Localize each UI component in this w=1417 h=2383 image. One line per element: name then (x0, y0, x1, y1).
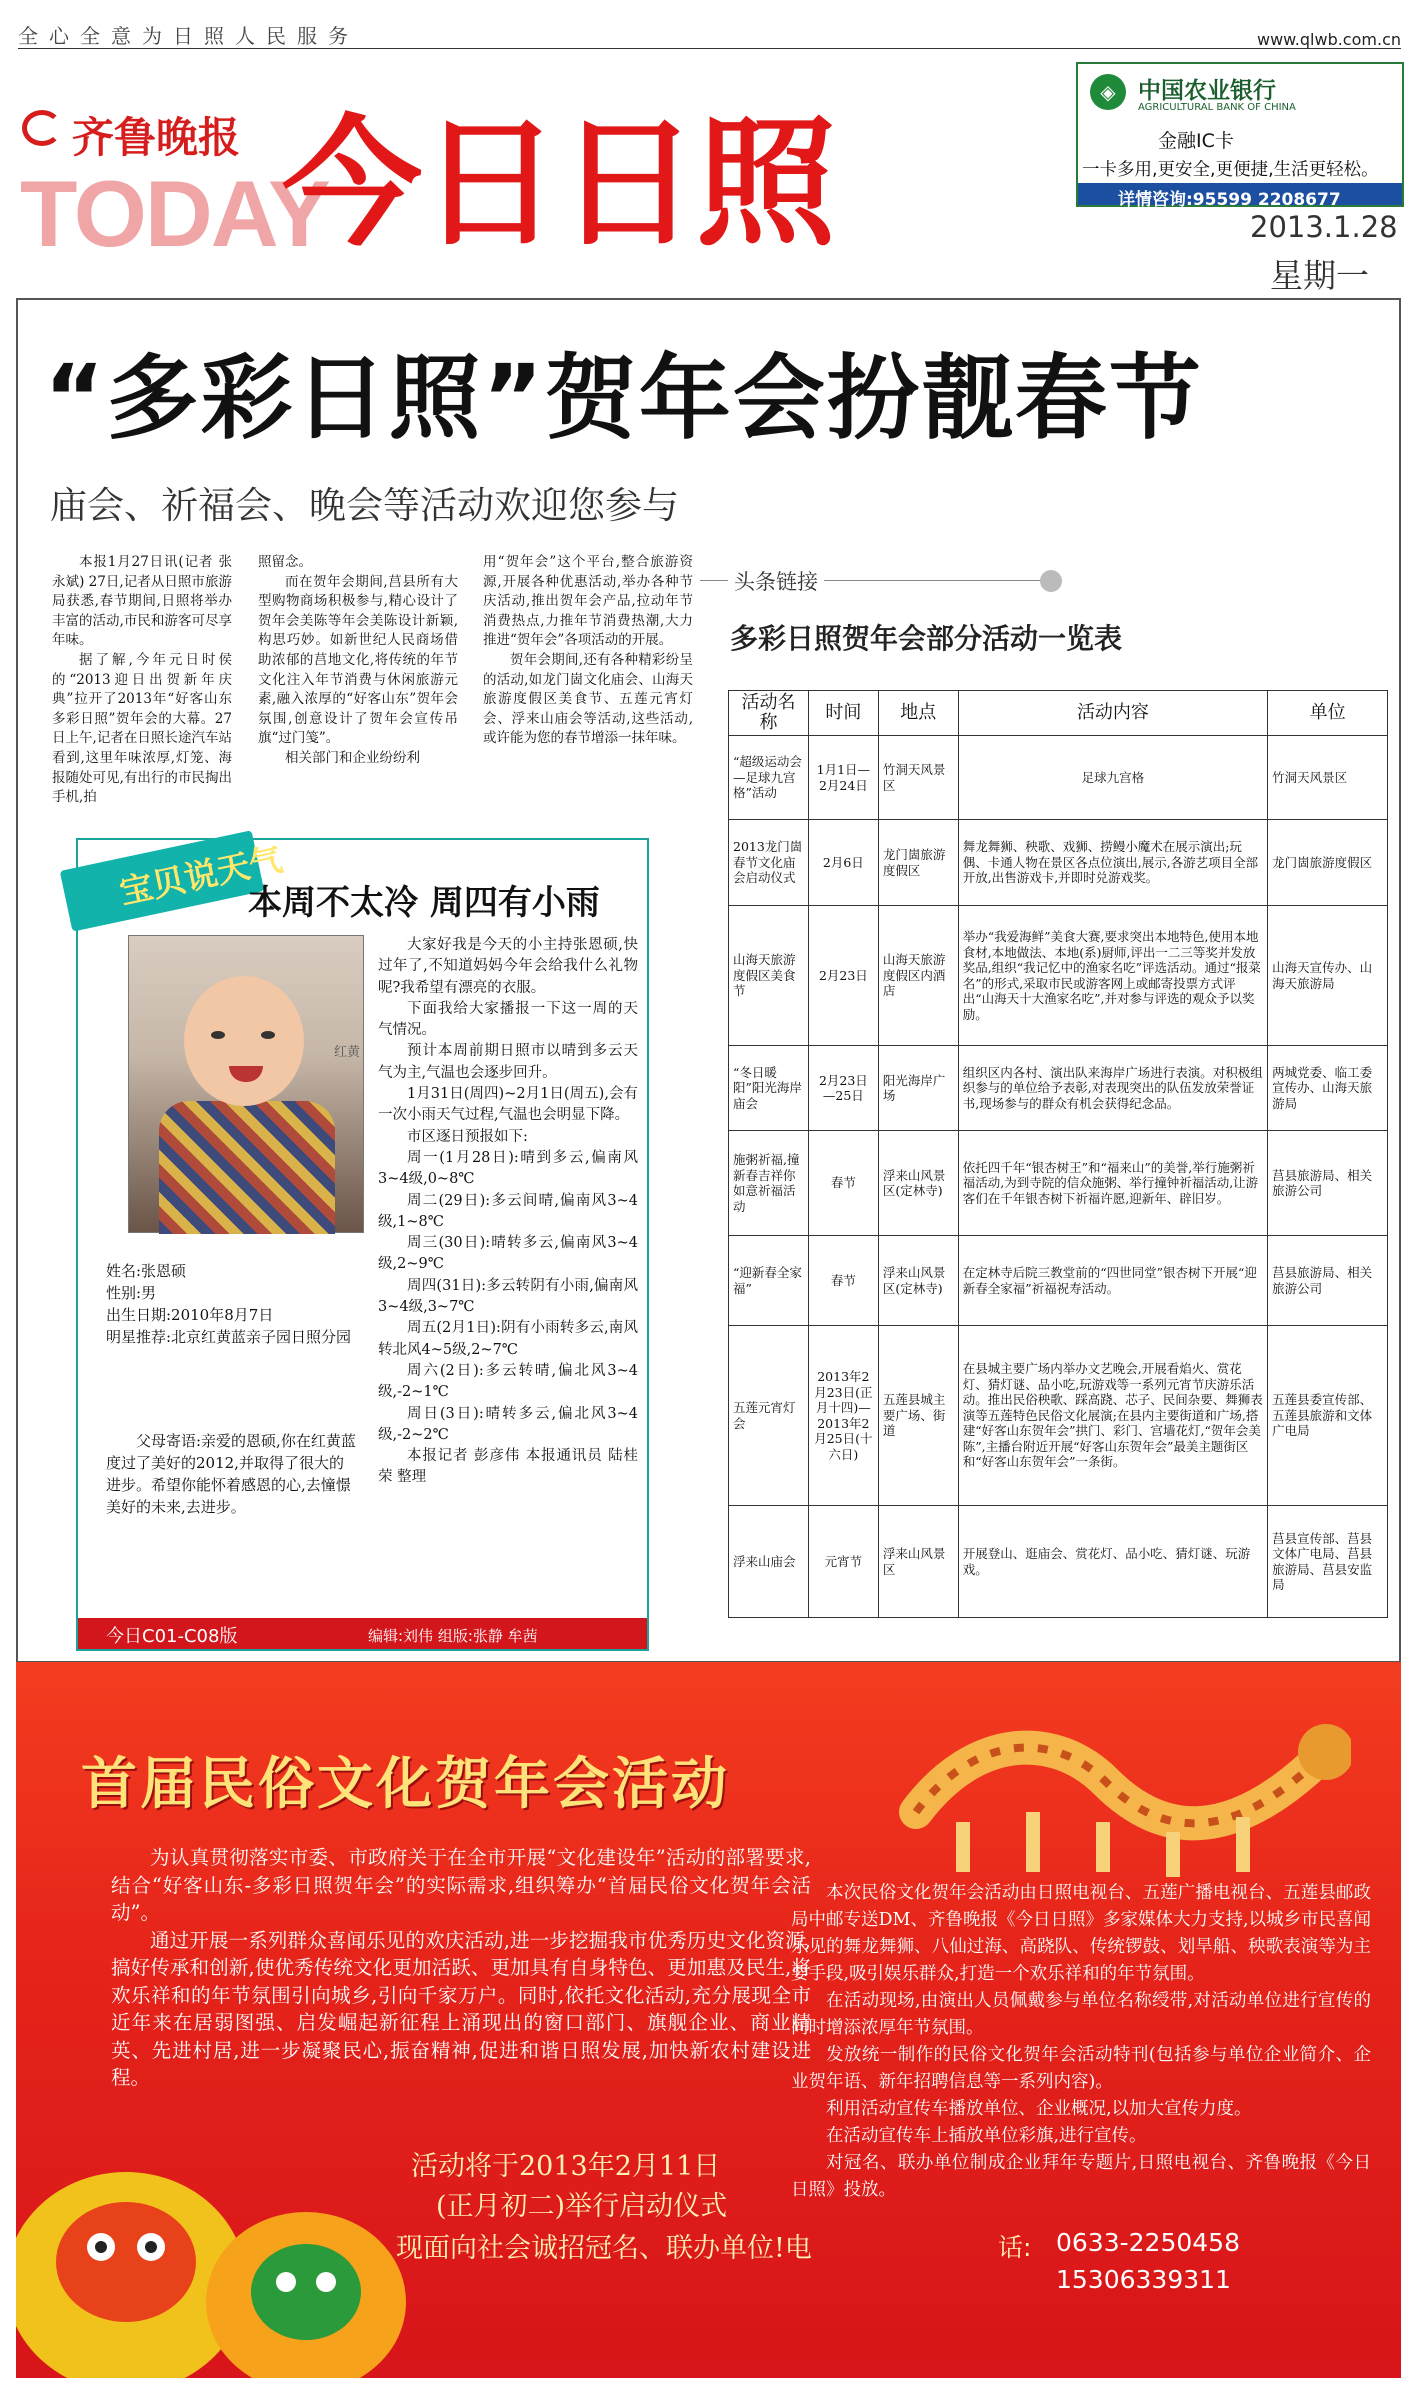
ad-left-text (111, 1844, 811, 2092)
ad-paragraph: 利用活动宣传车播放单位、企业概况,以加大宣传力度。 (826, 2099, 1252, 2119)
site-url[interactable]: www.qlwb.com.cn (1257, 30, 1401, 49)
cell-content: 在县城主要广场内举办文艺晚会,开展看焰火、赏花灯、猜灯谜、品小吃,玩游戏等一系列元宵节庆游乐活动。推出民俗秧歌、踩高跷、芯子、民间杂要、舞狮表演等五莲特色民俗文化展演;在县内主要街道和广场,搭建“好客山东贺年会”拱门、彩门、宫墙花灯,“贺年会美陈”,主播台附近开展“好客山东贺年会”最美主题街区和“好客山东贺年会”一条街。 (958, 1326, 1267, 1506)
bank-desc: 一卡多用,更安全,更便捷,生活更轻松。 (1082, 160, 1379, 180)
brand-name: 齐鲁晚报 (72, 113, 241, 162)
parent-message: 父母寄语:亲爱的恩硕,你在红黄蓝度过了美好的2012,并取得了很大的进步。希望你能怀着感恩的心,去憧憬美好的未来,去进步。 (106, 1432, 356, 1516)
cell-unit: 龙门崮旅游度假区 (1268, 820, 1388, 906)
editors: 编辑:刘伟 组版:张静 牟茜 (368, 1627, 538, 1645)
article-paragraph: 用“贺年会”这个平台,整合旅游资源,开展各种优惠活动,举办各种节庆活动,推出贺年会产品,拉动年节消费热点,力推年节消费热潮,大力推进“贺年会”各项活动的开展。 (483, 554, 693, 649)
table-row (729, 906, 1388, 1046)
cell-content: 舞龙舞狮、秧歌、戏狮、捞鳗小魔术在展示演出;玩偶、卡通人物在景区各点位演出,展示,各游艺项目全部开放,出售游戏卡,并即时兑游戏奖。 (958, 820, 1267, 906)
table-title: 多彩日照贺年会部分活动一览表 (730, 622, 1123, 655)
cell-content: 足球九宫格 (958, 736, 1267, 820)
today-logo: TODAY (20, 161, 329, 266)
cell-time: 春节 (808, 1131, 878, 1236)
cell-name: “迎新春全家福” (729, 1236, 809, 1326)
cell-place: 浮来山风景区(定林寺) (878, 1131, 958, 1236)
cell-place: 龙门崮旅游度假区 (878, 820, 958, 906)
col-header: 活动名称 (729, 691, 809, 736)
cell-name: “冬日暖阳”阳光海岸庙会 (729, 1046, 809, 1131)
ad-right-text (791, 1880, 1371, 2204)
brand-logo-icon (22, 110, 62, 146)
cell-unit: 竹洞天风景区 (1268, 736, 1388, 820)
baby-photo (128, 935, 364, 1233)
cell-unit: 五莲县委宣传部、五莲县旅游和文体广电局 (1268, 1326, 1388, 1506)
launch-line: 活动将于2013年2月11日 (411, 2151, 721, 2182)
cell-time: 2月6日 (808, 820, 878, 906)
forecast-heading: 市区逐日预报如下: (407, 1128, 528, 1145)
slogan: 全心全意为日照人民服务 (18, 24, 359, 48)
cell-place: 山海天旅游度假区内酒店 (878, 906, 958, 1046)
ad-paragraph: 在活动现场,由演出人员佩戴参与单位名称绶带,对活动单位进行宣传的同时增添浓厚年节氛围。 (791, 1991, 1371, 2038)
cell-content: 开展登山、逛庙会、赏花灯、品小吃、猜灯谜、玩游戏。 (958, 1506, 1267, 1618)
article-paragraph: 照留念。 (258, 554, 312, 570)
bank-logo-icon: ◈ (1090, 74, 1126, 110)
page-range: 今日C01-C08版 (106, 1626, 238, 1647)
bank-name-en: AGRICULTURAL BANK OF CHINA (1138, 102, 1296, 113)
article-paragraph: 相关部门和企业纷纷利 (285, 749, 420, 766)
weather-title: 本周不太冷 周四有小雨 (248, 883, 600, 923)
cell-name: 浮来山庙会 (729, 1506, 809, 1618)
ad-title: 首届民俗文化贺年会活动 (81, 1752, 730, 1817)
paper-title: 今日日照 (282, 103, 835, 266)
weather-text (378, 935, 638, 1489)
photo-eye (211, 1031, 225, 1039)
cell-content: 组织区内各村、演出队来海岸广场进行表演。对积极组织参与的单位给予表彰,对表现突出的队伍发放荣誉证书,现场参与的群众有机会获得纪念品。 (958, 1046, 1267, 1131)
bank-ad[interactable] (1076, 62, 1404, 210)
ad-paragraph: 通过开展一系列群众喜闻乐见的欢庆活动,进一步挖掘我市优秀历史文化资源,搞好传承和创新,使优秀传统文化更加活跃、更加具有自身特色、更加惠及民生,将欢乐祥和的年节氛围引向城乡,引向千家万户。同时,依托文化活动,充分展现全市近年来在居弱图强、启发崛起新征程上涌现出的窗口部门、旗舰企业、商业精英、先进村居,进一步凝聚民心,振奋精神,促进和谐日照发展,加快新农村建设进程。 (111, 1928, 811, 2089)
article-column-1 (52, 553, 232, 808)
bank-tel: 详情咨询:95599 2208677 (1118, 190, 1341, 210)
launch-line: (正月初二)举行启动仪式 (436, 2191, 728, 2222)
weather-paragraph: 大家好我是今天的小主持张恩硕,快过年了,不知道妈妈今年会给我什么礼物呢?我希望有漂亮的衣服。 (378, 937, 638, 996)
cell-content: 举办“我爱海鲜”美食大赛,要求突出本地特色,使用本地食材,本地做法、本地(系)厨师,评出一二三等奖并发放奖品,组织“我记忆中的渔家名吃”评选活动。通过“报菜名”的形式,采取市民或游客网上或邮寄投票方式评出“山海天十大渔家名吃”,并对参与评选的观众予以奖励。 (958, 906, 1267, 1046)
forecast-day: 周日(3日):晴转多云,偏北风3~4级,-2~2℃ (378, 1405, 638, 1443)
table-row (729, 1046, 1388, 1131)
weather-paragraph: 下面我给大家播报一下这一周的天气情况。 (378, 1000, 638, 1039)
bank-name: 中国农业银行 (1138, 78, 1276, 104)
cell-unit: 山海天宣传办、山海天旅游局 (1268, 906, 1388, 1046)
dragon-icon (896, 1692, 1351, 1882)
col-header: 活动内容 (958, 691, 1267, 736)
folk-culture-ad[interactable] (16, 1662, 1401, 2378)
headline: “多彩日照”贺年会扮靓春节 (44, 345, 1203, 452)
baby-info (106, 1260, 356, 1348)
col-header: 单位 (1268, 691, 1388, 736)
weather-box (76, 838, 649, 1651)
ad-paragraph: 在活动宣传车上插放单位彩旗,进行宣传。 (826, 2126, 1147, 2146)
table-row (729, 1236, 1388, 1326)
article-paragraph: 贺年会期间,还有各种精彩纷呈的活动,如龙门崮文化庙会、山海天旅游度假区美食节、五莲元宵灯会、浮来山庙会等活动,这些活动,或许能为您的春节增添一抹年味。 (483, 651, 693, 747)
baby-birthdate: 出生日期:2010年8月7日 (106, 1306, 274, 1324)
issue-weekday: 星期一 (1270, 256, 1369, 295)
ad-paragraph: 发放统一制作的民俗文化贺年会活动特刊(包括参与单位企业简介、企业贺年语、新年招聘信息等一系列内容)。 (791, 2045, 1371, 2092)
photo-face (184, 976, 304, 1106)
cell-name: 五莲元宵灯会 (729, 1326, 809, 1506)
cell-time: 2月23日 (808, 906, 878, 1046)
cell-name: “超级运动会—足球九宫格”活动 (729, 736, 809, 820)
col-header: 地点 (878, 691, 958, 736)
baby-name: 姓名:张恩硕 (106, 1262, 187, 1280)
tel-number[interactable]: 0633-2250458 (1056, 2228, 1240, 2257)
article-column-2 (258, 553, 458, 769)
forecast-day: 周五(2月1日):阴有小雨转多云,南风转北风4~5级,2~7℃ (378, 1320, 638, 1358)
forecast-day: 周三(30日):晴转多云,偏南风3~4级,2~9℃ (378, 1235, 638, 1273)
photo-eye (261, 1031, 275, 1039)
cell-place: 五莲县城主要广场、街道 (878, 1326, 958, 1506)
photo-body (159, 1101, 335, 1234)
lion-dance-icon (16, 2092, 406, 2378)
ad-paragraph: 对冠名、联办单位制成企业拜年专题片,日照电视台、齐鲁晚报《今日日照》投放。 (791, 2153, 1371, 2200)
article-paragraph: 据了解,今年元日时侯的“2013迎日出贺新年庆典”拉开了2013年“好客山东 多彩日照”贺年会的大幕。27日上午,记者在日照长途汽车站看到,这里年味浓厚,灯笼、海报随处可见,有出行的市民掏出手机,拍 (52, 651, 232, 806)
baby-gender: 性别:男 (106, 1284, 157, 1302)
weather-byline: 本报记者 彭彦伟 本报通讯员 陆桂荣 整理 (378, 1448, 638, 1486)
cell-name: 山海天旅游度假区美食节 (729, 906, 809, 1046)
badge-label: 宝贝说天气 (116, 839, 286, 912)
cell-unit: 莒县宣传部、莒县文体广电局、莒县旅游局、莒县安监局 (1268, 1506, 1388, 1618)
cell-unit: 莒县旅游局、相关旅游公司 (1268, 1236, 1388, 1326)
forecast-day: 周一(1月28日):晴到多云,偏南风3~4级,0~8℃ (378, 1149, 638, 1188)
cell-unit: 两城党委、临工委宣传办、山海天旅游局 (1268, 1046, 1388, 1131)
table-header-row (729, 691, 1388, 736)
activity-table (728, 690, 1388, 1618)
headline-link-label: 头条链接 (728, 566, 824, 596)
cell-place: 浮来山风景区(定林寺) (878, 1236, 958, 1326)
cell-time: 2013年2月23日(正月十四)—2013年2月25日(十六日) (808, 1326, 878, 1506)
tel-number[interactable]: 15306339311 (1056, 2265, 1231, 2294)
table-row (729, 1506, 1388, 1618)
photo-label: 红黄 (334, 1045, 361, 1060)
col-header: 时间 (808, 691, 878, 736)
table-row (729, 1326, 1388, 1506)
cell-time: 2月23日—25日 (808, 1046, 878, 1131)
issue-date: 2013.1.28 (1250, 210, 1398, 244)
launch-line: 现面向社会诚招冠名、联办单位!电 (396, 2233, 812, 2264)
ad-paragraph: 为认真贯彻落实市委、市政府关于在全市开展“文化建设年”活动的部署要求,结合“好客山东-多彩日照贺年会”的实际需求,组织筹办“首届民俗文化贺年会活动”。 (111, 1846, 811, 1924)
cell-content: 在定林寺后院三教堂前的“四世同堂”银杏树下开展“迎新春全家福”祈福祝寿活动。 (958, 1236, 1267, 1326)
bank-card: 金融IC卡 (1158, 130, 1234, 152)
table-row (729, 736, 1388, 820)
baby-recommend: 明星推荐:北京红黄蓝亲子园日照分园 (106, 1328, 352, 1346)
cell-content: 依托四千年“银杏树王”和“福来山”的美誉,举行施粥祈福活动,为到寺院的信众施粥、举行撞钟祈福活动,让游客们在千年银杏树下祈福许愿,迎新年、辟旧岁。 (958, 1131, 1267, 1236)
cell-name: 施粥祈福,撞新春吉祥你如意祈福活动 (729, 1131, 809, 1236)
forecast-day: 周四(31日):多云转阴有小雨,偏南风3~4级,3~7℃ (378, 1277, 638, 1316)
weather-paragraph: 1月31日(周四)~2月1日(周五),会有一次小雨天气过程,气温也会明显下降。 (378, 1086, 638, 1124)
cell-place: 阳光海岸广场 (878, 1046, 958, 1131)
table-row (729, 1131, 1388, 1236)
cell-time: 1月1日—2月24日 (808, 736, 878, 820)
cell-place: 竹洞天风景区 (878, 736, 958, 820)
cell-place: 浮来山风景区 (878, 1506, 958, 1618)
tel-label: 话: (998, 2233, 1032, 2262)
article-paragraph: 本报1月27日讯(记者 张永斌) 27日,记者从日照市旅游局获悉,春节期间,日照将举办丰富的活动,市民和游客可尽享年味。 (52, 554, 232, 649)
weather-paragraph: 预计本周前期日照市以晴到多云天气为主,气温也会逐步回升。 (378, 1043, 638, 1081)
article-paragraph: 而在贺年会期间,莒县所有大型购物商场积极参与,精心设计了贺年会美陈等年会美陈设计新颖,构思巧妙。如新世纪人民商场借助浓郁的莒地文化,将传统的年节文化注入年节消费与休闲旅游元素,融入浓厚的“好客山东”贺年会氛围,创意设计了贺年会宣传吊旗“过门笺”。 (258, 573, 458, 747)
cell-name: 2013龙门崮春节文化庙会启动仪式 (729, 820, 809, 906)
article-column-3 (483, 553, 693, 749)
subheadline: 庙会、祈福会、晚会等活动欢迎您参与 (50, 484, 679, 527)
ad-paragraph: 本次民俗文化贺年会活动由日照电视台、五莲广播电视台、五莲县邮政局中邮专送DM、齐鲁晚报《今日日照》多家媒体大力支持,以城乡市民喜闻乐见的舞龙舞狮、八仙过海、高跷队、传统锣鼓、划旱船、秧歌表演等为主要手段,吸引娱乐群众,打造一个欢乐祥和的年节氛围。 (791, 1883, 1372, 1984)
forecast-day: 周二(29日):多云间晴,偏南风3~4级,1~8℃ (378, 1192, 638, 1230)
cell-time: 春节 (808, 1236, 878, 1326)
cell-time: 元宵节 (808, 1506, 878, 1618)
link-dot-icon (1040, 570, 1062, 592)
table-row (729, 820, 1388, 906)
cell-unit: 莒县旅游局、相关旅游公司 (1268, 1131, 1388, 1236)
top-divider (18, 48, 1401, 49)
forecast-day: 周六(2日):多云转晴,偏北风3~4级,-2~1℃ (378, 1362, 638, 1401)
